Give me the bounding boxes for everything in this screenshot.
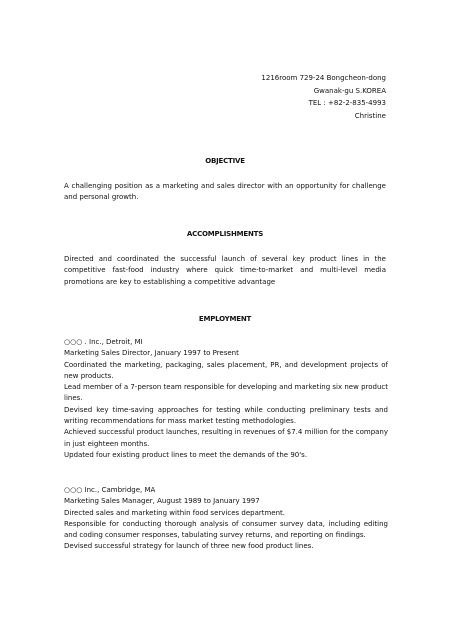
job-company: ○○○ Inc., Cambridge, MA [64,486,156,494]
objective-heading: OBJECTIVE [205,157,245,165]
accomplishments-heading: ACCOMPLISHMENTS [186,230,264,238]
contact-name: Christine [354,111,386,120]
job-duty: Devised successful strategy for launch of three new food product lines. [64,542,314,551]
phone-number: TEL : +82-2-835-4993 [308,99,386,107]
job-company: ○○○ . Inc., Detroit, MI [64,338,143,346]
address-line-1: 1216room 729-24 Bongcheon-dong [261,74,386,82]
objective-text: A challenging position as a marketing and sales director with an opportunity for challenge and personal growth. [64,182,386,202]
job-duty: Devised key time-saving approaches for testing while conducting preliminary tests and writing recommendations for mass market testing methodologies. [64,405,388,426]
job-duty: Updated four existing product lines to meet the demands of the 90's. [64,450,308,459]
job-title: Marketing Sales Director, January 1997 to Present [64,349,239,358]
job-duty: Achieved successful product launches, resulting in revenues of $7.4 million for the company in just eighteen months. [64,428,388,448]
job-duty: Lead member of a 7-person team responsible for developing and marketing six new product lines. [64,383,388,403]
job-title: Marketing Sales Manager, August 1989 to January 1997 [64,497,260,506]
job-entry-2 [64,485,388,553]
job-duty: Coordinated the marketing, packaging, sales placement, PR, and development projects of new products. [64,360,388,380]
employment-heading: EMPLOYMENT [198,315,252,323]
job-duty: Responsible for conducting thorough analysis of consumer survey data, including editing and coding consumer responses, tabulating survey returns, and reporting on findings. [64,519,388,540]
address-line-2: Gwanak-gu S.KOREA [313,86,386,95]
accomplishments-text: Directed and coordinated the successful launch of several key product lines in the competitive fast-food industry where quick time-to-market and multi-level media promotions are key to establishing a competitive advantage [64,255,386,286]
contact-block [261,72,386,122]
job-duty: Directed sales and marketing within food services department. [64,508,286,517]
job-entry-1 [64,337,388,461]
